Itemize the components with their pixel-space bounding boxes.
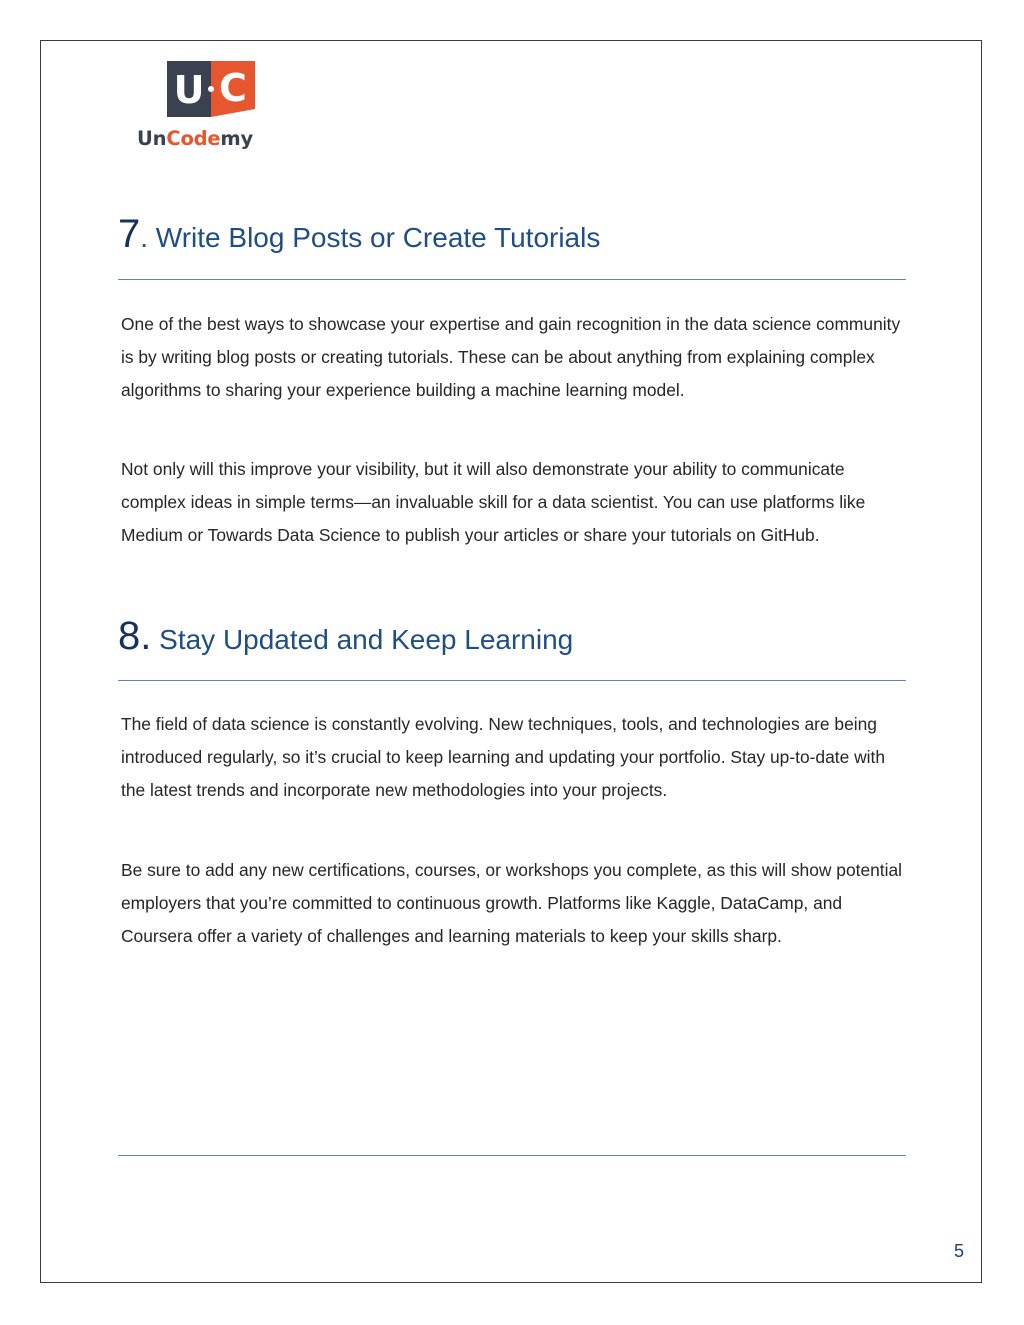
section-8-title: Stay Updated and Keep Learning — [151, 624, 574, 655]
logo-word-my: my — [220, 127, 254, 150]
logo-word-code: Code — [166, 127, 221, 150]
uc-logo-mark — [167, 61, 255, 117]
logo-mark-right-letter: C — [219, 66, 247, 110]
section-8-number: 8. — [118, 614, 152, 658]
section-8-paragraph-2: Be sure to add any new certifications, courses, or workshops you complete, as this will show potential employers that you’re committed to continuous growth. Platforms like Kaggle, DataCamp, and Coursera offer a variety of challenges and learning materials to keep your skills sharp. — [121, 860, 903, 947]
uncodemy-logo — [137, 61, 287, 153]
logo-word-un: Un — [137, 127, 167, 150]
logo-mark-left-letter: U — [173, 68, 205, 112]
section-7-number: 7 — [118, 212, 141, 256]
section-7-heading — [118, 212, 600, 257]
section-7-paragraph-1: One of the best ways to showcase your expertise and gain recognition in the data science community is by writing blog posts or creating tutorials. These can be about anything from explaining complex algorithms to sharing your experience building a machine learning model. — [121, 314, 901, 401]
section-7-paragraph-2: Not only will this improve your visibility, but it will also demonstrate your ability to communicate complex ideas in simple terms—an invaluable skill for a data scientist. You can use platforms like Medium or Towards Data Science to publish your articles or share your tutorials on GitHub. — [121, 459, 866, 546]
section-8-heading — [118, 614, 573, 659]
logo-wordmark — [137, 127, 287, 150]
section-7-title: . Write Blog Posts or Create Tutorials — [140, 222, 601, 253]
page-number: 5 — [953, 1241, 964, 1261]
heading-divider — [118, 279, 906, 280]
footer-divider — [118, 1155, 906, 1156]
heading-divider — [118, 680, 906, 681]
section-8-paragraph-1: The field of data science is constantly evolving. New techniques, tools, and technologies are being introduced regularly, so it’s crucial to keep learning and updating your portfolio. Stay up-to-date with the latest trends and incorporate new methodologies into your projects. — [121, 714, 886, 801]
